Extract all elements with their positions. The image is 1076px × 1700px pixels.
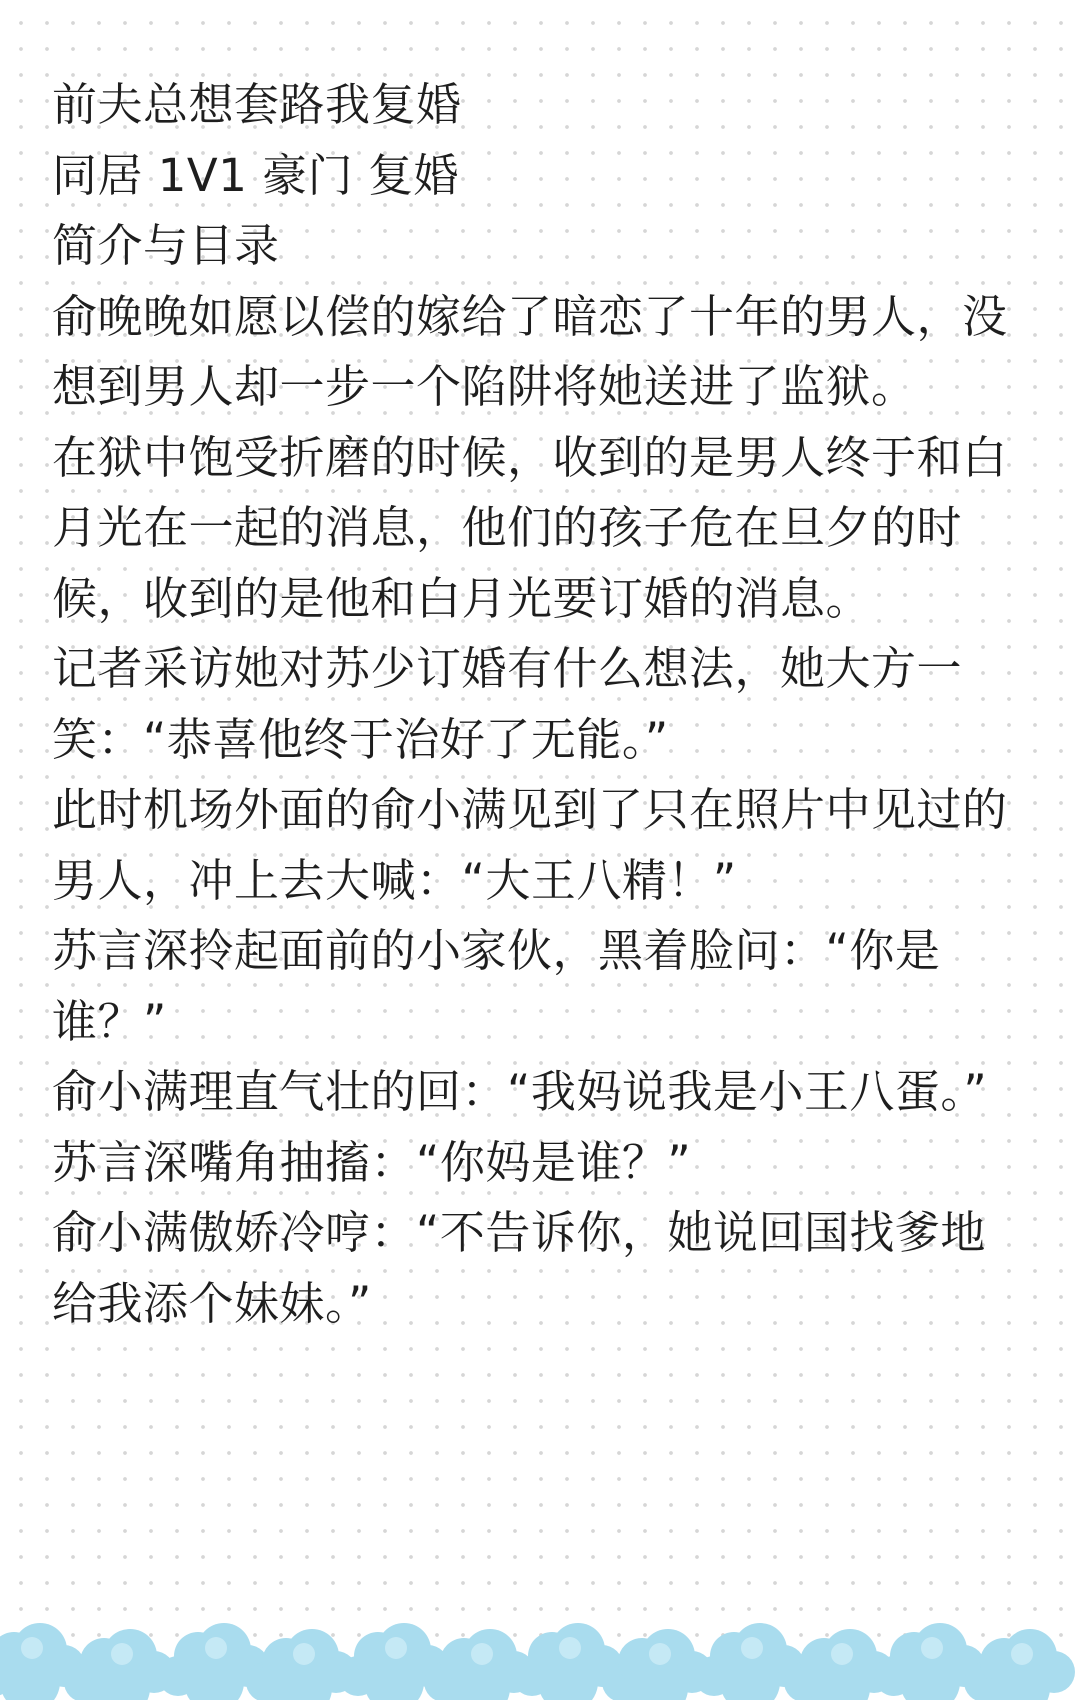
synopsis-paragraph: 俞晚晚如愿以偿的嫁给了暗恋了十年的男人，没想到男人却一步一个陷阱将她送进了监狱。	[52, 289, 1008, 413]
synopsis-paragraph: 苏言深拎起面前的小家伙，黑着脸问：“你是谁？”	[52, 924, 941, 1048]
cloud-border-decoration	[0, 1580, 1076, 1700]
section-heading: 简介与目录	[52, 219, 280, 272]
synopsis-paragraph: 记者采访她对苏少订婚有什么想法，她大方一笑：“恭喜他终于治好了无能。”	[52, 642, 963, 766]
synopsis-paragraph: 此时机场外面的俞小满见到了只在照片中见过的男人，冲上去大喊：“大王八精！”	[52, 783, 1008, 907]
cloud-icon	[64, 1629, 175, 1700]
cloud-icon	[602, 1629, 713, 1700]
synopsis-paragraph: 俞小满傲娇冷哼：“不告诉你，她说回国找爹地给我添个妹妹。”	[52, 1206, 986, 1330]
cloud-icon	[246, 1629, 357, 1700]
synopsis-paragraph: 俞小满理直气壮的回：“我妈说我是小王八蛋。”	[52, 1065, 988, 1118]
cloud-row	[0, 1623, 1075, 1700]
synopsis-paragraph: 苏言深嘴角抽搐：“你妈是谁？”	[52, 1135, 692, 1189]
cloud-icon	[964, 1629, 1075, 1700]
note-body	[52, 70, 1012, 1339]
note-title: 前夫总想套路我复婚	[52, 78, 462, 131]
synopsis-paragraph: 在狱中饱受折磨的时候，收到的是男人终于和白月光在一起的消息，他们的孩子危在旦夕的时候，收到的是他和白月光要订婚的消息。	[52, 430, 1008, 625]
note-tags: 同居 1V1 豪门 复婚	[52, 148, 459, 202]
